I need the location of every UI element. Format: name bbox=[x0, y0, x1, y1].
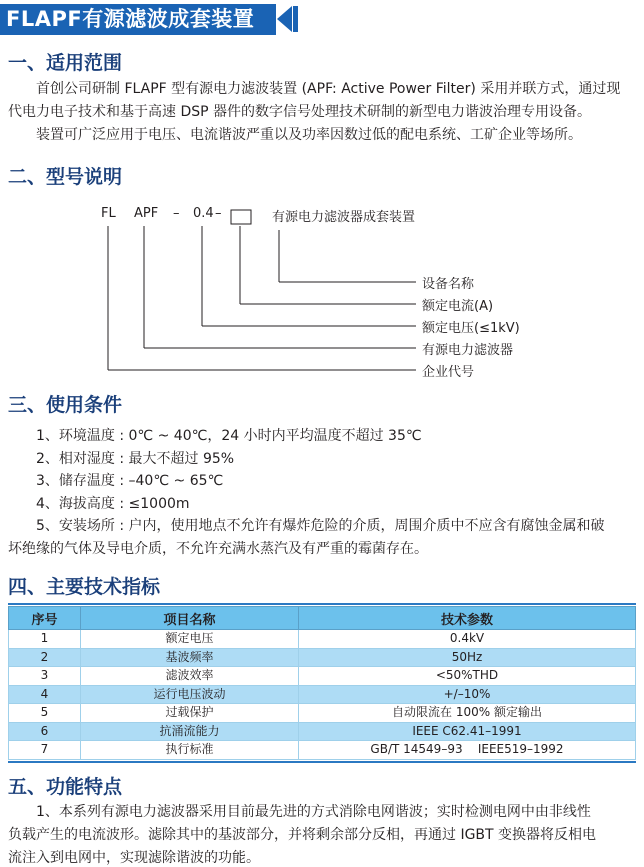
cell-no: 7 bbox=[9, 741, 81, 760]
model-dash-2: – bbox=[215, 206, 222, 221]
condition-item: 2、相对湿度 : 最大不超过 95% bbox=[36, 450, 235, 467]
cell-item: 抗涌流能力 bbox=[81, 722, 299, 741]
model-product-name: 有源电力滤波器成套装置 bbox=[272, 210, 416, 225]
section-heading-scope: 一、适用范围 bbox=[8, 52, 123, 74]
cell-no: 2 bbox=[9, 648, 81, 667]
cell-param: IEEE C62.41–1991 bbox=[299, 722, 636, 741]
header-no: 序号 bbox=[9, 607, 81, 630]
label-device-name: 设备名称 bbox=[422, 277, 475, 292]
condition-item: 1、环境温度 : 0℃ ~ 40℃，24 小时内平均温度不超过 35℃ bbox=[36, 428, 422, 444]
condition-item-continued: 坏绝缘的气体及导电介质，不允许充满水蒸汽及有严重的霉菌存在。 bbox=[8, 540, 428, 557]
cell-item: 额定电压 bbox=[81, 630, 299, 649]
model-dash-1: – bbox=[173, 206, 180, 221]
spec-table bbox=[8, 606, 636, 760]
header-item: 项目名称 bbox=[81, 607, 299, 630]
cell-item: 基波频率 bbox=[81, 648, 299, 667]
label-active-filter: 有源电力滤波器 bbox=[422, 343, 514, 358]
label-rated-voltage: 额定电压(≤1kV) bbox=[422, 321, 520, 336]
conditions-list bbox=[8, 425, 636, 560]
table-row bbox=[9, 741, 636, 760]
cell-item: 过载保护 bbox=[81, 704, 299, 723]
section-heading-features: 五、功能特点 bbox=[8, 776, 123, 798]
scope-paragraph bbox=[8, 78, 636, 147]
condition-item: 5、安装场所 : 户内，使用地点不允许有爆炸危险的介质，周围介质中不应含有腐蚀金属和破 bbox=[36, 518, 605, 534]
cell-no: 4 bbox=[9, 685, 81, 704]
cell-no: 5 bbox=[9, 704, 81, 723]
table-row bbox=[9, 685, 636, 704]
cell-no: 3 bbox=[9, 667, 81, 686]
cell-no: 1 bbox=[9, 630, 81, 649]
condition-item: 3、储存温度 : –40℃ ~ 65℃ bbox=[36, 473, 224, 489]
features-line-1: 1、本系列有源电力滤波器采用目前最先进的方式消除电网谐波；实时检测电网中由非线性 bbox=[36, 804, 591, 820]
section-heading-model: 二、型号说明 bbox=[8, 166, 123, 188]
cell-param: 自动限流在 100% 额定输出 bbox=[299, 704, 636, 723]
cell-param: <50%THD bbox=[299, 667, 636, 686]
scope-line-3: 装置可广泛应用于电压、电流谐波严重以及功率因数过低的配电系统、工矿企业等场所。 bbox=[36, 127, 582, 143]
title-banner bbox=[0, 4, 300, 35]
table-row bbox=[9, 630, 636, 649]
cell-no: 6 bbox=[9, 722, 81, 741]
table-row bbox=[9, 722, 636, 741]
scope-line-1: 首创公司研制 FLAPF 型有源电力滤波装置 (APF: Active Power Filter) 采用并联方式，通过现 bbox=[36, 81, 621, 97]
cell-param: 50Hz bbox=[299, 648, 636, 667]
left-arrow-icon bbox=[277, 6, 292, 32]
table-row bbox=[9, 667, 636, 686]
model-code-voltage: 0.4 bbox=[193, 206, 214, 221]
table-bottom-rule bbox=[8, 761, 636, 763]
model-code-apf: APF bbox=[134, 206, 159, 221]
section-heading-conditions: 三、使用条件 bbox=[8, 394, 123, 416]
cell-item: 滤波效率 bbox=[81, 667, 299, 686]
cell-item: 执行标准 bbox=[81, 741, 299, 760]
page-title: FLAPF有源滤波成套装置 bbox=[6, 7, 255, 31]
table-header-row bbox=[9, 607, 636, 630]
table-row bbox=[9, 704, 636, 723]
features-line-3: 流注入到电网中，实现滤除谐波的功能。 bbox=[8, 850, 260, 866]
condition-item: 4、海拔高度 : ≤1000m bbox=[36, 495, 190, 512]
label-rated-current: 额定电流(A) bbox=[422, 299, 494, 314]
cell-param: GB/T 14549–93 IEEE519–1992 bbox=[299, 741, 636, 760]
cell-item: 运行电压波动 bbox=[81, 685, 299, 704]
table-top-rule bbox=[8, 603, 636, 605]
section-heading-specs: 四、主要技术指标 bbox=[8, 576, 161, 598]
scope-line-2: 代电力电子技术和基于高速 DSP 器件的数字信号处理技术研制的新型电力谐波治理专用设备。 bbox=[8, 104, 592, 120]
header-param: 技术参数 bbox=[299, 607, 636, 630]
features-line-2: 负载产生的电流波形。滤除其中的基波部分，并将剩余部分反相，再通过 IGBT 变换器将反相电 bbox=[8, 827, 597, 843]
label-company-code: 企业代号 bbox=[422, 365, 475, 380]
model-connector-lines bbox=[0, 196, 644, 386]
features-paragraph bbox=[8, 801, 636, 867]
banner-end-bar bbox=[293, 6, 298, 32]
cell-param: 0.4kV bbox=[299, 630, 636, 649]
cell-param: +/–10% bbox=[299, 685, 636, 704]
model-code-diagram bbox=[0, 196, 644, 386]
table-row bbox=[9, 648, 636, 667]
model-code-fl: FL bbox=[101, 206, 116, 221]
